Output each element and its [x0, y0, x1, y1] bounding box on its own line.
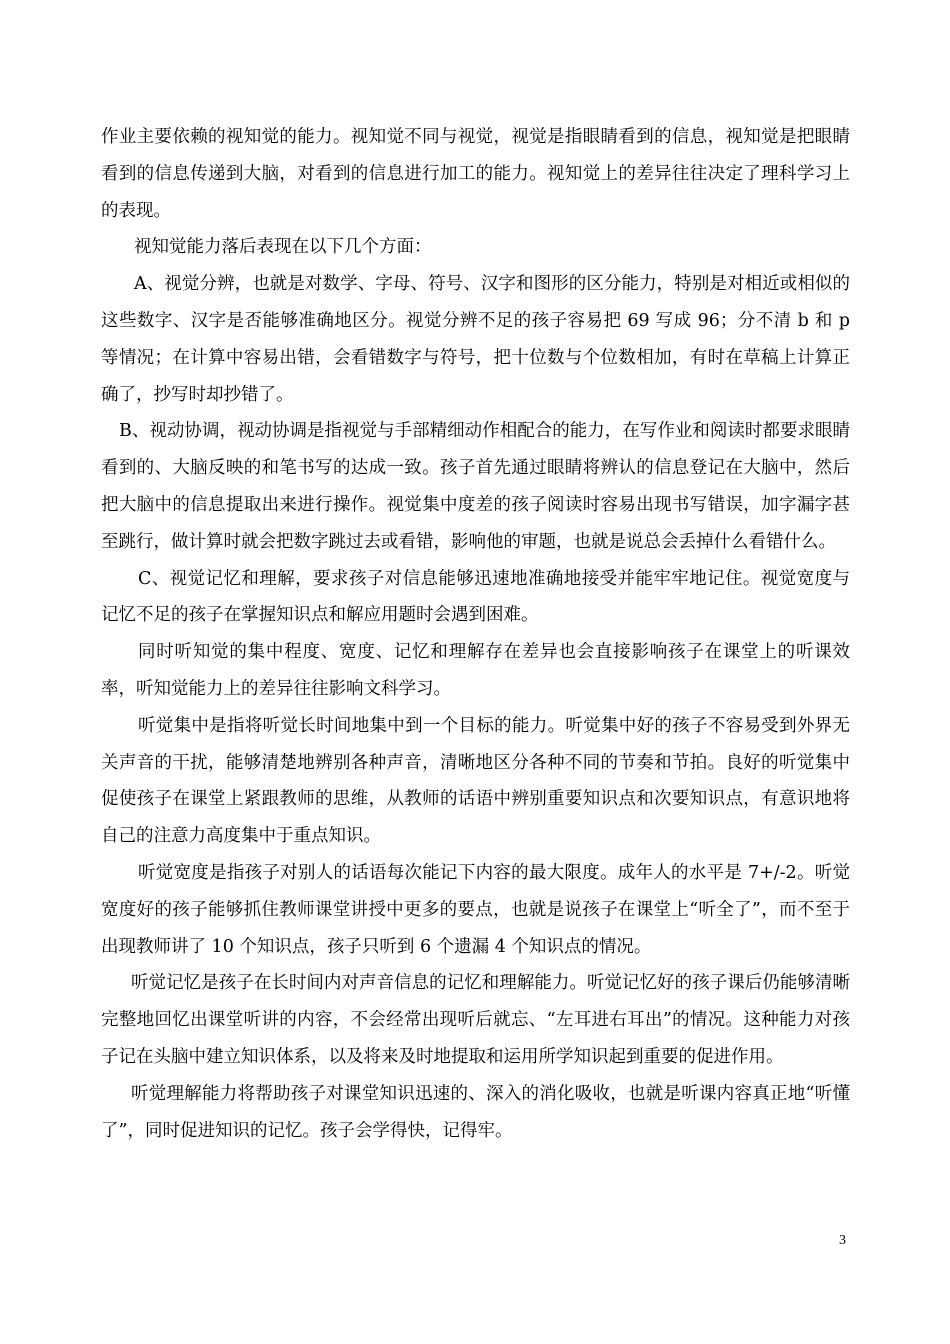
paragraph-5: C、视觉记忆和理解，要求孩子对信息能够迅速地准确地接受并能牢牢地记住。视觉宽度与记忆不足的孩子在掌握知识点和解应用题时会遇到困难。 — [101, 568, 850, 626]
paragraph-10: 听觉理解能力将帮助孩子对课堂知识迅速的、深入的消化吸收，也就是听课内容真正地“听懂了”，同时促进知识的记忆。孩子会学得快，记得牢。 — [101, 1083, 850, 1141]
paragraph-7: 听觉集中是指将听觉长时间地集中到一个目标的能力。听觉集中好的孩子不容易受到外界无关声音的干扰，能够清楚地辨别各种声音，清晰地区分各种不同的节奏和节拍。良好的听觉集中促使孩子在课堂上紧跟教师的思维，从教师的话语中辨别重要知识点和次要知识点，有意识地将自己的注意力高度集中于重点知识。 — [101, 715, 850, 847]
paragraph-8: 听觉宽度是指孩子对别人的话语每次能记下内容的最大限度。成年人的水平是 7+/-2。听觉宽度好的孩子能够抓住教师课堂讲授中更多的要点，也就是说孩子在课堂上“听全了”，而不至于出现教师讲了 10 个知识点，孩子只听到 6 个遗漏 4 个知识点的情况。 — [101, 862, 850, 957]
paragraph-3: A、视觉分辨，也就是对数学、字母、符号、汉字和图形的区分能力，特别是对相近或相似的这些数字、汉字是否能够准确地区分。视觉分辨不足的孩子容易把 69 写成 96；分不清 b 和 p 等情况；在计算中容易出错，会看错数字与符号，把十位数与个位数相加，有时在草稿上计算正确了，抄写时却抄错了。 — [101, 274, 850, 405]
paragraph-1: 作业主要依赖的视知觉的能力。视知觉不同与视觉，视觉是指眼睛看到的信息，视知觉是把眼睛看到的信息传递到大脑，对看到的信息进行加工的能力。视知觉上的差异往往决定了理科学习上的表现。 — [101, 127, 850, 221]
paragraph-4: B、视动协调，视动协调是指视觉与手部精细动作相配合的能力，在写作业和阅读时都要求眼睛看到的、大脑反映的和笔书写的达成一致。孩子首先通过眼睛将辨认的信息登记在大脑中，然后把大脑中的信息提取出来进行操作。视觉集中度差的孩子阅读时容易出现书写错误，加字漏字甚至跳行，做计算时就会把数字跳过去或看错，影响他的审题，也就是说总会丢掉什么看错什么。 — [101, 421, 850, 552]
paragraph-2: 视知觉能力落后表现在以下几个方面： — [134, 237, 432, 258]
paragraph-6: 同时听知觉的集中程度、宽度、记忆和理解存在差异也会直接影响孩子在课堂上的听课效率，听知觉能力上的差异往往影响文科学习。 — [101, 642, 850, 699]
page-number: 3 — [839, 1233, 846, 1248]
document-body — [101, 119, 850, 1149]
paragraph-9: 听觉记忆是孩子在长时间内对声音信息的记忆和理解能力。听觉记忆好的孩子课后仍能够清晰完整地回忆出课堂听讲的内容，不会经常出现听后就忘、“左耳进右耳出”的情况。这种能力对孩子记在头脑中建立知识体系，以及将来及时地提取和运用所学知识起到重要的促进作用。 — [101, 973, 850, 1067]
